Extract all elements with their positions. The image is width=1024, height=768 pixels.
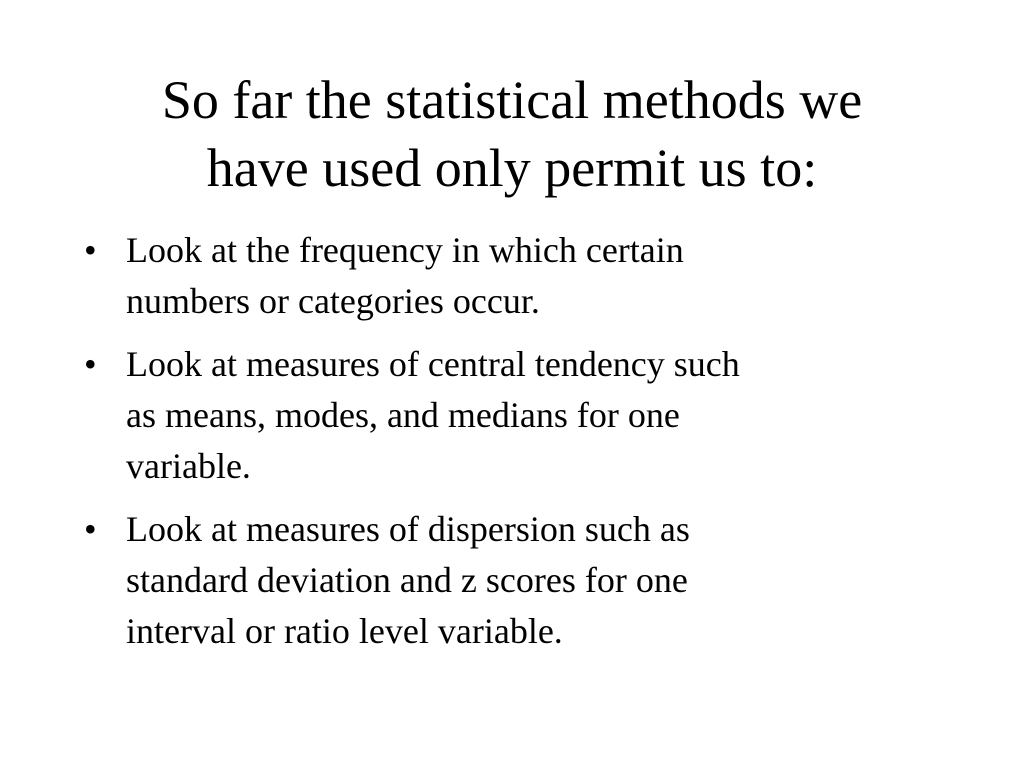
bullet-item-central-tendency [84,339,944,492]
slide-title-line: So far the statistical methods we [161,70,863,130]
bullet-text-line: standard deviation and z scores for one [126,560,688,600]
bullet-text-line: numbers or categories occur. [126,281,540,321]
bullet-item-dispersion [84,504,944,657]
bullet-text-line: Look at measures of dispersion such as [126,509,690,549]
bullet-marker: • [84,509,97,549]
slide-title-line: have used only permit us to: [206,138,818,198]
bullet-text-line: as means, modes, and medians for one [126,395,680,435]
bullet-marker: • [84,230,97,270]
bullet-item-frequency [84,225,944,327]
bullet-text-line: Look at the frequency in which certain [126,230,684,270]
bullet-list [84,225,944,669]
bullet-text-line: interval or ratio level variable. [126,611,563,651]
bullet-text-line: Look at measures of central tendency such [126,344,740,384]
bullet-text-line: variable. [126,446,251,486]
slide-title [60,66,964,202]
bullet-marker: • [84,344,97,384]
